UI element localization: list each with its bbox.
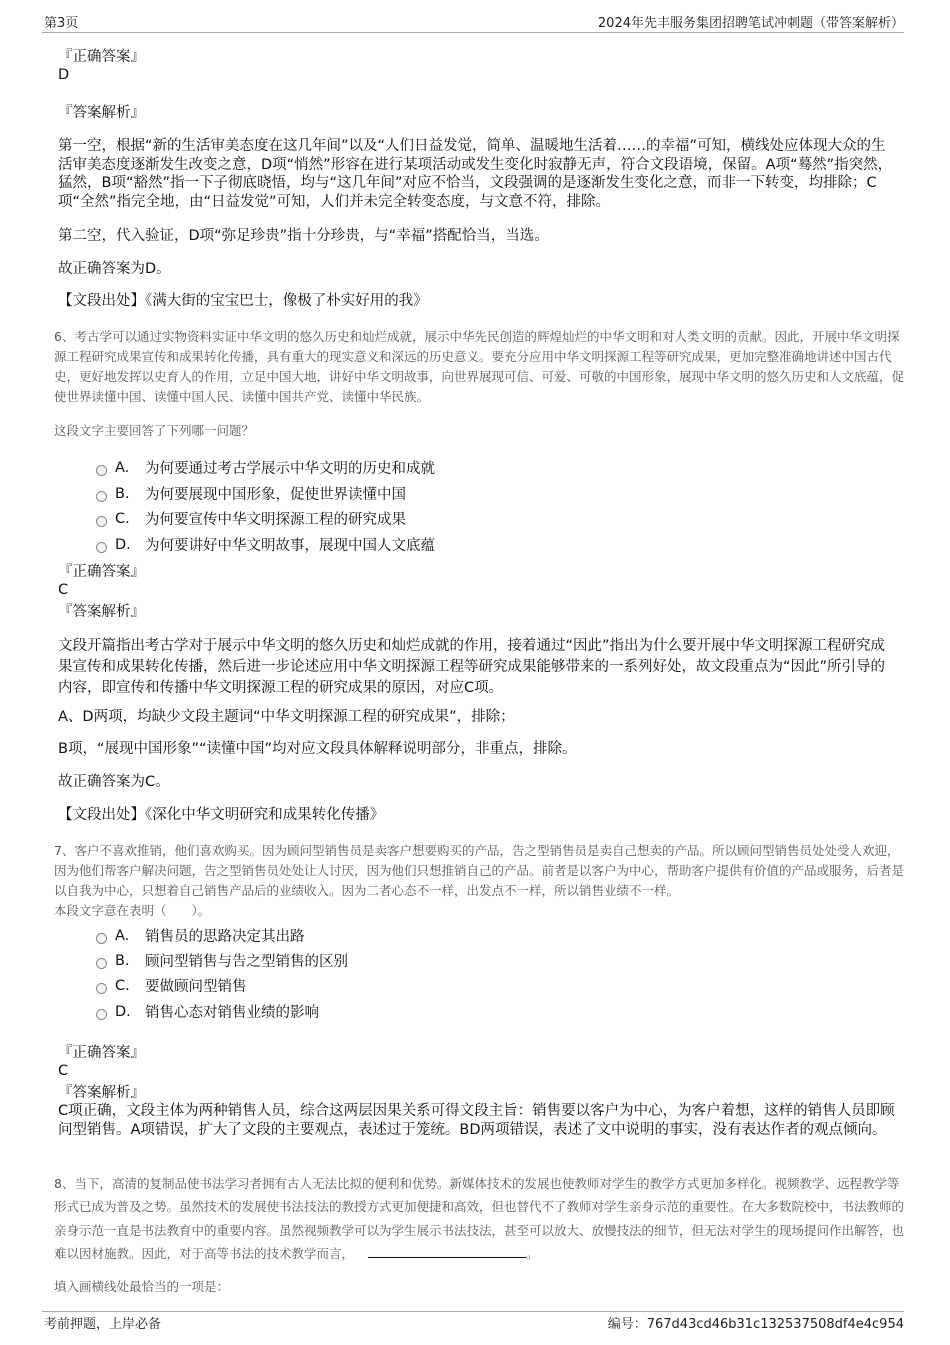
- stem-text: 8、当下，高清的复制品使书法学习者拥有古人无法比拟的便利和优势。新媒体技术的发展也使教师对学生的教学方式更加多样化。视频教学、远程教学等形式已成为普及之势。虽然技术的发展使书法技法的教授方式更加便捷和高效，但也替代不了教师对学生亲身示范的重要性。在大多数院校中，书法教师的亲身示范一直是书法教育中的重要内容。虽然视频教学可以为学生展示书法技法，甚至可以放大、放慢技法的细节，但无法对学生的现场提问作出解答，也难以因材施教。因此，对于高等书法的技术教学而言，: [54, 1176, 905, 1261]
- question-prompt: 这段文字主要回答了下列哪一问题？: [54, 423, 255, 438]
- option-key: D.: [115, 1003, 131, 1020]
- option-text: 销售员的思路决定其出路: [145, 929, 305, 945]
- radio-icon[interactable]: [96, 933, 107, 944]
- correct-answer: C: [58, 1063, 69, 1079]
- option-c[interactable]: [96, 508, 406, 529]
- question-stem: 7、客户不喜欢推销，他们喜欢购买。因为顾问型销售员是卖客户想要购买的产品，告之型销售员是卖自己想卖的产品。所以顾问型销售员处处受人欢迎，因为他们帮客户解决问题，告之型销售员处处让人讨厌，因为他们只想推销自己的产品。前者是以客户为中心，帮助客户提供有价值的产品或服务，后者是以自我为中心，只想着自己销售产品后的业绩收入。因为二者心态不一样，出发点不一样，所以销售业绩不一样。: [54, 843, 905, 898]
- option-text: 为何要讲好中华文明故事，展现中国人文底蕴: [145, 538, 435, 554]
- document-title: 2024年先丰服务集团招聘笔试冲刺题（带答案解析）: [597, 16, 904, 31]
- option-d[interactable]: [96, 1001, 319, 1022]
- option-a[interactable]: [96, 457, 435, 478]
- page-number: 第3页: [44, 16, 79, 31]
- fill-blank: [368, 1245, 526, 1258]
- radio-icon[interactable]: [96, 958, 107, 969]
- analysis-paragraph: 第二空，代入验证，D项“弥足珍贵”指十分珍贵，与“幸福”搭配恰当，当选。: [58, 228, 549, 244]
- option-b[interactable]: [96, 483, 406, 504]
- header-divider: [42, 32, 904, 33]
- option-text: 顾问型销售与告之型销售的区别: [145, 954, 348, 970]
- correct-answer: C: [58, 582, 69, 598]
- question-stem: [54, 1172, 904, 1265]
- correct-answer: D: [58, 67, 70, 83]
- option-key: C.: [115, 977, 130, 994]
- option-text: 为何要展现中国形象，促使世界读懂中国: [145, 487, 406, 503]
- analysis-label: 『答案解析』: [58, 604, 145, 620]
- option-b[interactable]: [96, 950, 348, 971]
- option-text: 为何要宣传中华文明探源工程的研究成果: [145, 512, 406, 528]
- analysis-paragraph: C项正确，文段主体为两种销售人员，综合这两层因果关系可得文段主旨：销售要以客户为中心，为客户着想，这样的销售人员即顾问型销售。A项错误，扩大了文段的主要观点，表述过于笼统。BD两项错误，表述了文中说明的事实，没有表达作者的观点倾向。: [58, 1103, 895, 1138]
- option-key: A.: [115, 459, 130, 476]
- option-d[interactable]: [96, 534, 435, 555]
- radio-icon[interactable]: [96, 465, 107, 476]
- analysis-paragraph: 文段开篇指出考古学对于展示中华文明的悠久历史和灿烂成就的作用，接着通过“因此”指出为什么要开展中华文明探源工程研究成果宣传和成果转化传播，然后进一步论述应用中华文明探源工程等研究成果能够带来的一系列好处，故文段重点为“因此”所引导的内容，即宣传和传播中华文明探源工程的研究成果的原因，对应C项。: [58, 638, 886, 696]
- radio-icon[interactable]: [96, 1009, 107, 1020]
- option-text: 销售心态对销售业绩的影响: [145, 1005, 319, 1021]
- radio-icon[interactable]: [96, 491, 107, 502]
- radio-icon[interactable]: [96, 542, 107, 553]
- correct-answer-label: 『正确答案』: [58, 564, 145, 580]
- option-key: A.: [115, 927, 130, 944]
- question-stem: 6、考古学可以通过实物资料实证中华文明的悠久历史和灿烂成就，展示中华先民创造的辉煌灿烂的中华文明和对人类文明的贡献。因此，开展中华文明探源工程研究成果宣传和成果转化传播，具有重大的现实意义和深远的历史意义。要充分应用中华文明探源工程等研究成果，更加完整准确地讲述中国古代史，更好地发挥以史育人的作用，立足中国大地，讲好中华文明故事，向世界展现可信、可爱、可敬的中国形象，展现中华文明的悠久历史和人文底蕴，促使世界读懂中国、读懂中国人民、读懂中国共产党、读懂中华民族。: [54, 329, 905, 404]
- option-text: 为何要通过考古学展示中华文明的历史和成就: [145, 461, 435, 477]
- option-key: B.: [115, 485, 130, 502]
- question-prompt: 本段文字意在表明（ ）。: [54, 903, 211, 918]
- radio-icon[interactable]: [96, 516, 107, 527]
- analysis-label: 『答案解析』: [58, 1085, 145, 1101]
- source-citation: 【文段出处】《满大街的宝宝巴士，像极了朴实好用的我》: [58, 293, 428, 309]
- option-a[interactable]: [96, 925, 305, 946]
- footer-divider: [42, 1311, 904, 1312]
- stem-end: 。: [526, 1245, 539, 1261]
- analysis-paragraph: 第一空，根据“新的生活审美态度在这几年间”以及“人们日益发觉，简单、温暖地生活着……的幸福”可知，横线处应体现大众的生活审美态度逐渐发生改变之意，D项“悄然”形容在进行某项活动或发生变化时寂静无声，符合文段语境，保留。A项“蓦然”指突然，猛然，B项“豁然”指一下子彻底晓悟，均与“这几年间”对应不恰当，文段强调的是逐渐发生变化之意，而非一下转变，均排除；C项“全然”指完全地，由“日益发觉”可知，人们并未完全转变态度，与文意不符，排除。: [58, 138, 893, 210]
- source-citation: 【文段出处】《深化中华文明研究和成果转化传播》: [58, 807, 385, 823]
- option-key: D.: [115, 536, 131, 553]
- analysis-paragraph: B项，“展现中国形象”“读懂中国”均对应文段具体解释说明部分，非重点，排除。: [58, 741, 577, 757]
- radio-icon[interactable]: [96, 983, 107, 994]
- document-code: 编号：767d43cd46b31c132537508df4e4c954: [607, 1317, 904, 1332]
- option-c[interactable]: [96, 975, 247, 996]
- analysis-paragraph: A、D两项，均缺少文段主题词“中华文明探源工程的研究成果”，排除；: [58, 709, 515, 725]
- analysis-conclusion: 故正确答案为C。: [58, 774, 170, 790]
- option-text: 要做顾问型销售: [145, 979, 247, 995]
- option-key: B.: [115, 952, 130, 969]
- question-prompt: 填入画横线处最恰当的一项是：: [54, 1279, 230, 1294]
- analysis-conclusion: 故正确答案为D。: [58, 261, 171, 277]
- correct-answer-label: 『正确答案』: [58, 1045, 145, 1061]
- correct-answer-label: 『正确答案』: [58, 49, 145, 65]
- option-key: C.: [115, 510, 130, 527]
- footer-slogan: 考前押题，上岸必备: [44, 1317, 162, 1332]
- analysis-label: 『答案解析』: [58, 105, 145, 121]
